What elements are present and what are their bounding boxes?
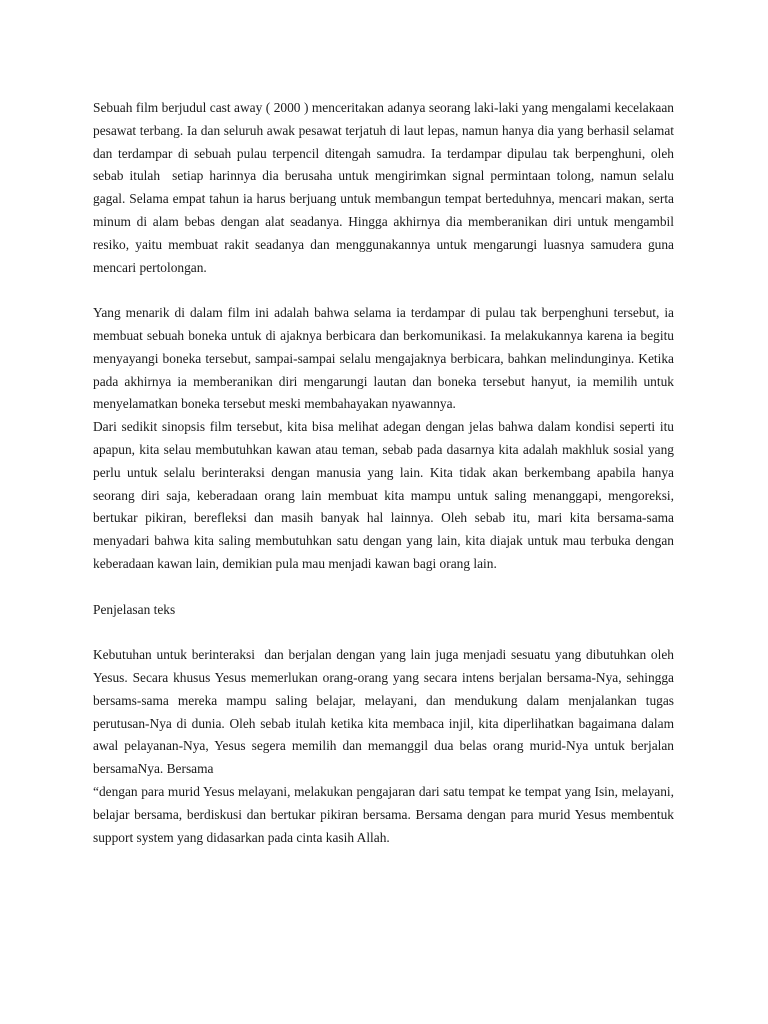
paragraph-spacer <box>93 279 674 302</box>
paragraph-cast-away-synopsis: Sebuah film berjudul cast away ( 2000 ) menceritakan adanya seorang laki-laki yang mengalami kecelakaan pesawat terbang. Ia dan seluruh awak pesawat terjatuh di laut lepas, namun hanya dia yang berhasil selamat dan terdampar di sebuah pulau terpencil ditengah samudra. Ia terdampar dipulau tak berpenghuni, oleh sebab itulah setiap harinnya dia berusaha untuk mengirimkan signal permintaan tolong, namun selalu gagal. Selama empat tahun ia harus berjuang untuk membangun tempat berteduhnya, mencari makan, serta minum di alam bebas dengan alat seadanya. Hingga akhirnya dia memberanikan diri untuk mengambil resiko, yaitu membuat rakit seadanya dan menggunakannya untuk mengarungi luasnya samudera guna mencari pertolongan. <box>93 100 678 275</box>
paragraph-spacer <box>93 576 674 599</box>
document-page <box>93 97 678 849</box>
paragraph-doll-story: Yang menarik di dalam film ini adalah bahwa selama ia terdampar di pulau tak berpenghuni tersebut, ia membuat sebuah boneka untuk di ajaknya berbicara dan berkomunikasi. Ia melakukannya karena ia begitu menyayangi boneka tersebut, sampai-sampai selalu mengajaknya berbicara, bahkan melindunginya. Ketika pada akhirnya ia memberanikan diri mengarungi lautan dan boneka tersebut hanyut, ia memilih untuk menyelamatkan boneka tersebut meski membahayakan nyawannya. <box>93 305 678 412</box>
paragraph-spacer <box>93 621 674 644</box>
section-heading: Penjelasan teks <box>93 601 176 617</box>
paragraph-jesus-interaction: Kebutuhan untuk berinteraksi dan berjalan dengan yang lain juga menjadi sesuatu yang dibutuhkan oleh Yesus. Secara khusus Yesus memerlukan orang-orang yang secara intens berjalan bersama-Nya, sehingga bersams-sama mereka mampu saling belajar, melayani, dan mendukung dalam menjalankan tugas perutusan-Nya di dunia. Oleh sebab itulah ketika kita membaca injil, kita diperlihatkan bagaimana dalam awal pelayanan-Nya, Yesus segera memilih dan memanggil dua belas orang murid-Nya untuk berjalan bersamaNya. Bersama <box>93 647 678 777</box>
paragraph-disciples-support: “dengan para murid Yesus melayani, melakukan pengajaran dari satu tempat ke tempat yang Isin, melayani, belajar bersama, berdiskusi dan bertukar pikiran bersama. Bersama dengan para murid Yesus membentuk support system yang didasarkan pada cinta kasih Allah. <box>93 783 678 845</box>
paragraph-social-reflection: Dari sedikit sinopsis film tersebut, kita bisa melihat adegan dengan jelas bahwa dalam kondisi seperti itu apapun, kita selau membutuhkan kawan atau teman, sebab pada dasarnya kita adalah makhluk sosial yang perlu untuk selalu berinteraksi dengan manusia yang lain. Kita tidak akan berkembang apabila hanya seorang diri saja, keberadaan orang lain membuat kita mampu untuk saling menanggapi, mengoreksi, bertukar pikiran, berefleksi dan masih banyak hal lainnya. Oleh sebab itu, mari kita bersama-sama menyadari bahwa kita saling membutuhkan satu dengan yang lain, kita diajak untuk mau terbuka dengan keberadaan kawan lain, demikian pula mau menjadi kawan bagi orang lain. <box>93 419 678 571</box>
